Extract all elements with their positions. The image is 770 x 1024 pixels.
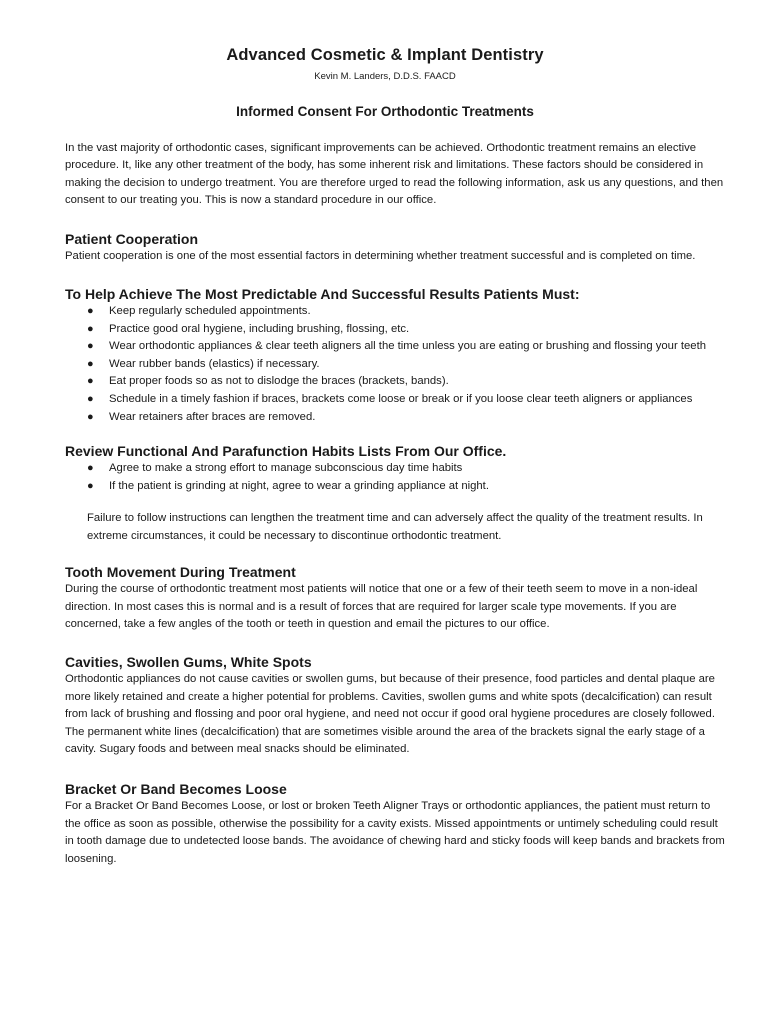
list-item: ● Wear rubber bands (elastics) if necessary. [65, 356, 725, 374]
section-tooth-movement [65, 563, 725, 633]
doctor-name: Kevin M. Landers, D.D.S. FAACD [314, 71, 456, 82]
section-heading: To Help Achieve The Most Predictable And Successful Results Patients Must: [65, 286, 580, 303]
section-text: During the course of orthodontic treatment most patients will notice that one or a few of their teeth seem to move in a non-ideal direction. In most cases this is normal and is a result of forces that are required for larger scale type movements. If you are concerned, take a few angles of the tooth or teeth in question and email the pictures to our office. [65, 583, 698, 630]
bullet-icon: ● [87, 479, 94, 492]
bullet-icon: ● [87, 410, 94, 423]
section-patient-requirements [65, 285, 725, 426]
bullet-icon: ● [87, 305, 94, 318]
list-item: ● Keep regularly scheduled appointments. [65, 303, 725, 321]
habits-list [65, 460, 725, 495]
form-title: Informed Consent For Orthodontic Treatments [236, 104, 534, 119]
section-heading: Patient Cooperation [65, 230, 199, 247]
section-heading: Tooth Movement During Treatment [65, 564, 296, 581]
list-item: ● If the patient is grinding at night, agree to wear a grinding appliance at night. [65, 478, 725, 496]
list-item: ● Wear retainers after braces are removed. [65, 409, 725, 427]
section-habits [65, 442, 725, 545]
bullet-icon: ● [87, 375, 94, 388]
list-item: ● Practice good oral hygiene, including brushing, flossing, etc. [65, 321, 725, 339]
section-patient-cooperation [65, 230, 725, 265]
document-body [65, 140, 725, 868]
list-item: ● Agree to make a strong effort to manage subconscious day time habits [65, 460, 725, 478]
section-loose-bracket [65, 780, 725, 868]
bullet-icon: ● [87, 462, 94, 475]
practice-name: Advanced Cosmetic & Implant Dentistry [226, 46, 544, 64]
section-heading: Cavities, Swollen Gums, White Spots [65, 654, 312, 671]
list-item: ● Eat proper foods so as not to dislodge the braces (brackets, bands). [65, 373, 725, 391]
bullet-icon: ● [87, 340, 94, 353]
section-heading: Review Functional And Parafunction Habits Lists From Our Office. [65, 443, 507, 460]
bullet-icon: ● [87, 357, 94, 370]
list-item: ● Schedule in a timely fashion if braces, brackets come loose or break or if you loose clear teeth aligners or appliances [65, 391, 725, 409]
requirements-list [65, 303, 725, 426]
section-heading: Bracket Or Band Becomes Loose [65, 781, 287, 798]
habits-note: Failure to follow instructions can lengthen the treatment time and can adversely affect the quality of the treatment results. In extreme circumstances, it could be necessary to discontinue orthodontic treatment. [87, 512, 703, 542]
bullet-icon: ● [87, 322, 94, 335]
section-cavities [65, 653, 725, 758]
section-text: For a Bracket Or Band Becomes Loose, or lost or broken Teeth Aligner Trays or orthodontic appliances, the patient must return to the office as soon as possible, otherwise the possibility for a cavity exists. Missed appointments or untimely scheduling could result in tooth damage due to undetected loose bands. The avoidance of chewing hard and sticky foods will keep bands and brackets from loosening. [65, 800, 725, 865]
section-text: Patient cooperation is one of the most essential factors in determining whether treatment successful and is completed on time. [65, 249, 696, 262]
intro-paragraph: In the vast majority of orthodontic cases, significant improvements can be achieved. Orthodontic treatment remains an elective procedure. It, like any other treatment of the body, has some inherent risk and limitations. These factors should be considered in making the decision to undergo treatment. You are therefore urged to read the following information, ask us any questions, and then consent to our treating you. This is now a standard procedure in our office. [65, 142, 724, 207]
list-item: ● Wear orthodontic appliances & clear teeth aligners all the time unless you are eating or brushing and flossing your teeth [65, 338, 725, 356]
bullet-icon: ● [87, 393, 94, 405]
section-text: Orthodontic appliances do not cause cavities or swollen gums, but because of their presence, food particles and dental plaque are more likely retained and create a higher potential for problems. Cavities, swollen gums and white spots (decalcification) can result from lack of brushing and flossing and poor oral hygiene, and need not occur if good oral hygiene procedures are closely followed. The permanent white lines (decalcification) that are sometimes visible around the area of the brackets signal the early stage of a cavity. Sugary foods and between meal snacks should be eliminated. [65, 673, 715, 756]
